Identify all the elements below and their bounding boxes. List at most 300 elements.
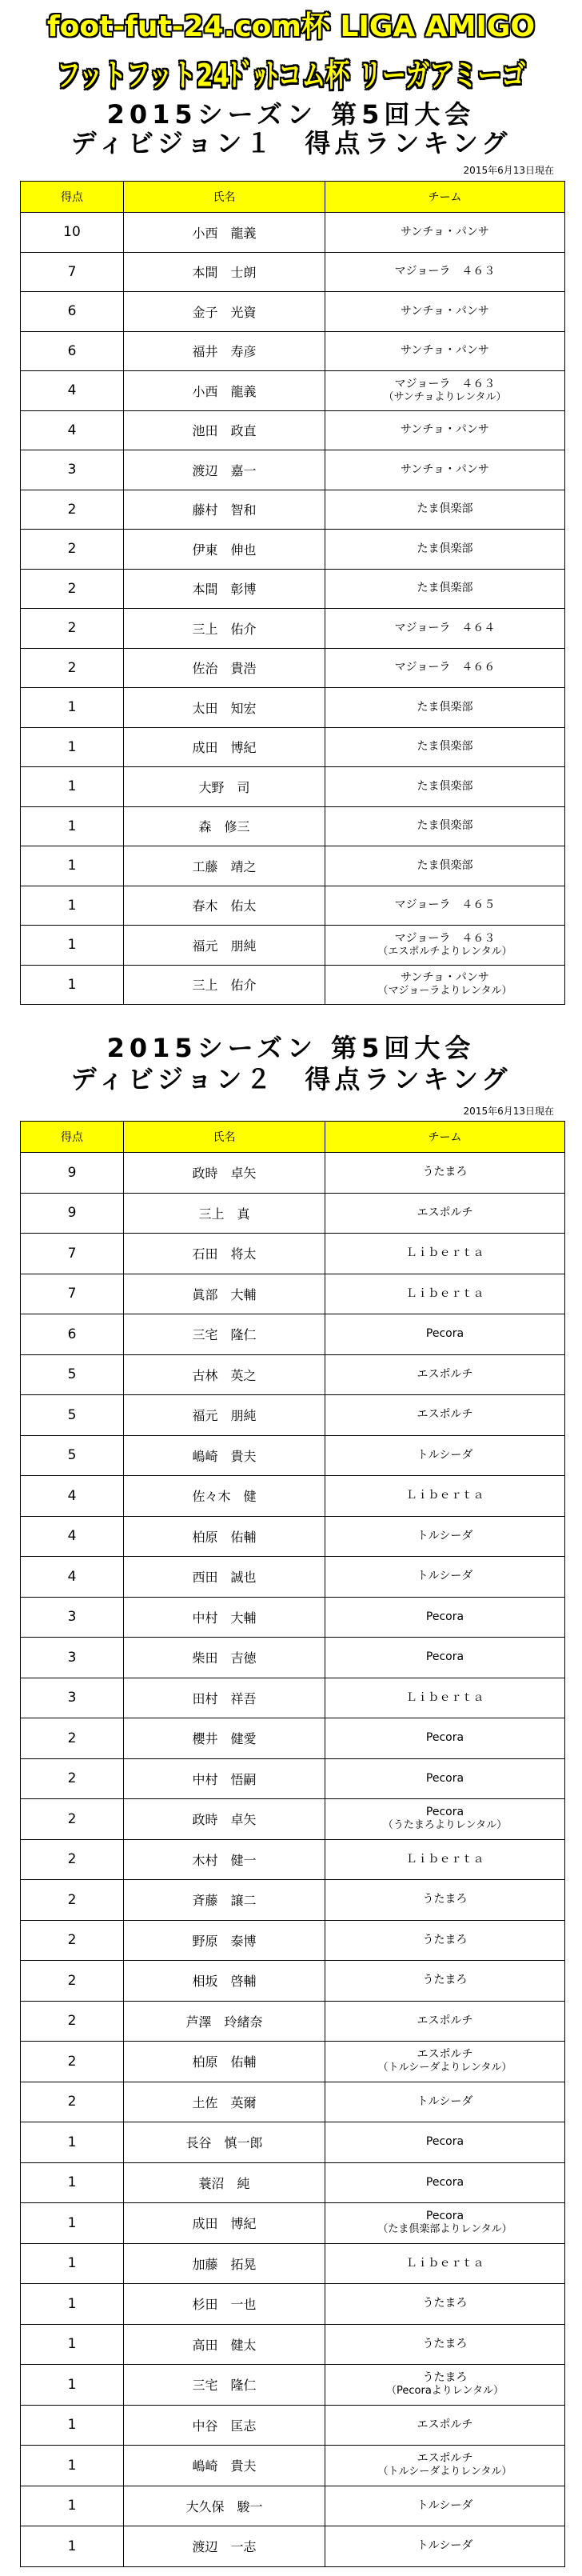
player-name: 櫻井 健愛 — [192, 1731, 257, 1747]
team-cell — [325, 1961, 564, 2001]
table-row — [21, 1839, 564, 1880]
player-name: 池田 政直 — [192, 423, 257, 439]
team-cell — [325, 213, 564, 252]
score-value: 1 — [67, 937, 77, 954]
score-value: 2 — [67, 2094, 77, 2110]
team-cell — [325, 2284, 564, 2324]
table-row — [21, 1475, 564, 1516]
team-name: Pecora — [425, 1771, 464, 1785]
team-name: うたまろ — [422, 1166, 468, 1179]
name-cell — [124, 807, 325, 846]
team-cell — [325, 688, 564, 727]
table-row — [21, 846, 564, 886]
division2-season-heading: 2015シーズン 第5回大会 — [106, 1033, 476, 1063]
table-row — [21, 1556, 564, 1597]
name-cell — [124, 2486, 325, 2526]
name-cell — [124, 213, 325, 252]
name-cell — [124, 886, 325, 926]
score-cell — [21, 1517, 124, 1557]
score-cell — [21, 332, 124, 371]
score-cell — [21, 1598, 124, 1638]
team-cell — [325, 2486, 564, 2526]
score-value: 2 — [67, 1810, 77, 1827]
score-cell — [21, 2042, 124, 2082]
score-value: 6 — [67, 1326, 77, 1342]
player-name: 森 修三 — [198, 819, 250, 835]
score-cell — [21, 1880, 124, 1920]
player-name: 芦澤 玲緒奈 — [185, 2014, 263, 2030]
score-cell — [21, 926, 124, 965]
team-name: たま倶楽部 — [417, 542, 473, 555]
division1-season-heading: 2015シーズン 第5回大会 — [106, 99, 476, 130]
team-cell — [325, 1880, 564, 1920]
score-value: 7 — [67, 263, 77, 280]
score-cell — [21, 1638, 124, 1678]
name-cell — [124, 2082, 325, 2122]
player-name: 福元 朋純 — [192, 1408, 257, 1424]
score-value: 1 — [67, 2174, 77, 2191]
player-name: 古林 英之 — [192, 1367, 257, 1383]
score-value: 1 — [67, 2336, 77, 2353]
player-name: 蓑沼 純 — [198, 2175, 250, 2191]
team-name: Ｌｉｂｅｒｔａ — [405, 1286, 484, 1300]
team-cell — [325, 332, 564, 371]
table-row — [21, 1758, 564, 1799]
table-row — [21, 1960, 564, 2001]
name-cell — [124, 2526, 325, 2566]
score-cell — [21, 1395, 124, 1435]
score-value: 1 — [67, 738, 77, 755]
score-value: 3 — [67, 1609, 77, 1626]
division2-ranking-heading: ディビジョン２ 得点ランキング — [70, 1064, 512, 1094]
team-cell — [325, 2406, 564, 2446]
score-value: 1 — [67, 2417, 77, 2434]
name-cell — [124, 2406, 325, 2446]
name-cell — [124, 846, 325, 886]
player-name: 工藤 靖之 — [192, 858, 257, 874]
table-row — [21, 2405, 564, 2446]
table-row — [21, 569, 564, 609]
team-cell — [325, 1517, 564, 1557]
player-name: 田村 祥吾 — [192, 1690, 257, 1706]
score-value: 1 — [67, 858, 77, 874]
team-cell — [325, 1759, 564, 1799]
cup-title-japanese-text: フットフット24ﾄﾞｯﾄコム杯 リーガアミーゴ — [56, 58, 526, 95]
name-cell — [124, 332, 325, 371]
player-name: 本間 彰博 — [192, 582, 257, 598]
score-value: 4 — [67, 1568, 77, 1585]
team-name: サンチョ・パンサ — [401, 304, 489, 318]
player-name: 藤村 智和 — [192, 502, 257, 518]
score-value: 2 — [67, 501, 77, 518]
name-cell — [124, 728, 325, 767]
player-name: 長谷 慎一郎 — [185, 2135, 263, 2151]
team-name: Pecora — [425, 1610, 464, 1623]
name-cell — [124, 1234, 325, 1274]
team-name: サンチョ・パンサ — [401, 971, 489, 985]
score-value: 2 — [67, 1730, 77, 1746]
table-row — [21, 450, 564, 490]
name-cell — [124, 2042, 325, 2082]
score-cell — [21, 1194, 124, 1234]
score-value: 2 — [67, 1972, 77, 1989]
team-name: たま倶楽部 — [417, 819, 473, 833]
team-cell — [325, 411, 564, 450]
team-name: うたまろ — [422, 2371, 468, 2385]
score-value: 4 — [67, 382, 77, 399]
score-value: 4 — [67, 422, 77, 438]
team-cell — [325, 609, 564, 648]
player-name: 大野 司 — [198, 779, 250, 795]
name-cell — [124, 2163, 325, 2203]
score-value: 2 — [67, 580, 77, 597]
team-name: トルシーダ — [417, 2094, 473, 2108]
table-row — [21, 252, 564, 292]
team-cell — [325, 450, 564, 490]
player-name: 大久保 駿一 — [185, 2498, 263, 2514]
team-name: たま倶楽部 — [417, 779, 473, 793]
score-value: 2 — [67, 1891, 77, 1908]
name-cell — [124, 1718, 325, 1758]
score-value: 1 — [67, 2457, 77, 2474]
table-row — [21, 2243, 564, 2284]
score-value: 4 — [67, 1487, 77, 1504]
score-value: 9 — [67, 1205, 77, 1222]
score-value: 3 — [67, 462, 77, 478]
name-cell — [124, 292, 325, 331]
player-name: 石田 将太 — [192, 1246, 257, 1262]
team-cell — [325, 2002, 564, 2042]
score-value: 5 — [67, 1447, 77, 1464]
table-row — [21, 1678, 564, 1718]
table-row — [21, 886, 564, 926]
table-row — [21, 370, 564, 410]
team-name: サンチョ・パンサ — [401, 423, 489, 437]
player-name: 伊東 伸也 — [192, 542, 257, 558]
team-cell — [325, 2365, 564, 2405]
team-cell — [325, 2325, 564, 2365]
player-name: 中村 悟嗣 — [192, 1771, 257, 1787]
team-name: うたまろ — [422, 1893, 468, 1906]
score-value: 4 — [67, 1528, 77, 1545]
score-cell — [21, 1678, 124, 1718]
team-cell — [325, 1153, 564, 1193]
team-cell — [325, 1799, 564, 1839]
team-name: マジョーラ ４６３ — [394, 265, 496, 278]
team-name: Pecora — [425, 2135, 464, 2149]
score-value: 2 — [67, 2053, 77, 2070]
team-name: エスポルチ — [417, 2014, 473, 2027]
table-row — [21, 1193, 564, 1234]
team-cell — [325, 1436, 564, 1476]
team-name: Pecora — [425, 2210, 464, 2223]
name-cell — [124, 1395, 325, 1435]
player-name: 柏原 佑輔 — [192, 2054, 257, 2070]
table-row — [21, 490, 564, 530]
team-cell — [325, 807, 564, 846]
table-row — [21, 2283, 564, 2324]
cup-title-japanese — [0, 56, 582, 98]
score-value: 1 — [67, 2255, 77, 2272]
team-cell — [325, 2203, 564, 2243]
table-row — [21, 212, 564, 252]
table-row — [21, 687, 564, 727]
score-value: 3 — [67, 1690, 77, 1706]
score-value: 5 — [67, 1366, 77, 1383]
rental-note: （マジョーラよりレンタル） — [377, 985, 512, 998]
player-name: 小西 龍義 — [192, 225, 257, 241]
team-cell — [325, 926, 564, 965]
name-cell — [124, 1153, 325, 1193]
team-name: トルシーダ — [417, 1448, 473, 1462]
name-cell — [124, 1476, 325, 1516]
score-cell — [21, 2365, 124, 2405]
score-value: 1 — [67, 976, 77, 993]
score-cell — [21, 886, 124, 926]
header-team: チーム — [428, 191, 462, 204]
team-cell — [325, 1476, 564, 1516]
team-name: エスポルチ — [417, 2418, 473, 2431]
name-cell — [124, 253, 325, 292]
score-value: 1 — [67, 2538, 77, 2554]
score-cell — [21, 2002, 124, 2042]
team-cell — [325, 1234, 564, 1274]
player-name: 嶋崎 貴夫 — [192, 1448, 257, 1464]
team-name: Ｌｉｂｅｒｔａ — [405, 2256, 484, 2270]
score-value: 6 — [67, 342, 77, 359]
name-cell — [124, 1314, 325, 1354]
score-cell — [21, 1840, 124, 1880]
name-cell — [124, 966, 325, 1005]
team-cell — [325, 1314, 564, 1354]
player-name: 福元 朋純 — [192, 938, 257, 954]
player-name: 三宅 隆仁 — [192, 2378, 257, 2394]
team-cell — [325, 1718, 564, 1758]
score-cell — [21, 1153, 124, 1193]
team-cell — [325, 2526, 564, 2566]
team-name: マジョーラ ４６３ — [394, 377, 496, 390]
player-name: 杉田 一也 — [192, 2297, 257, 2313]
table-row — [21, 2202, 564, 2243]
table-row — [21, 648, 564, 688]
team-cell — [325, 2244, 564, 2284]
table-row — [21, 1274, 564, 1314]
player-name: 成田 博紀 — [192, 2216, 257, 2232]
score-cell — [21, 1476, 124, 1516]
team-cell — [325, 886, 564, 926]
table-row — [21, 1233, 564, 1274]
score-cell — [21, 1557, 124, 1597]
score-cell — [21, 649, 124, 688]
score-cell — [21, 2163, 124, 2203]
header-name: 氏名 — [124, 182, 325, 212]
rental-note: （トルシーダよりレンタル） — [377, 2062, 512, 2074]
score-cell — [21, 1314, 124, 1354]
table-row — [21, 1516, 564, 1557]
name-cell — [124, 1557, 325, 1597]
score-cell — [21, 1274, 124, 1314]
team-name: うたまろ — [422, 1974, 468, 1987]
score-value: 10 — [63, 224, 81, 241]
table-row — [21, 1435, 564, 1476]
table-row — [21, 331, 564, 371]
player-name: 三上 佑介 — [192, 978, 257, 994]
team-cell — [325, 1274, 564, 1314]
table-row — [21, 1879, 564, 1920]
header-score: 得点 — [21, 182, 124, 212]
team-cell — [325, 2042, 564, 2082]
player-name: 佐治 貴浩 — [192, 661, 257, 677]
score-value: 1 — [67, 2295, 77, 2312]
score-cell — [21, 609, 124, 648]
team-name: たま倶楽部 — [417, 582, 473, 595]
score-value: 1 — [67, 2134, 77, 2150]
team-name: Pecora — [425, 1806, 464, 1819]
team-name: エスポルチ — [417, 1206, 473, 1219]
score-cell — [21, 728, 124, 767]
table-row — [21, 1314, 564, 1354]
player-name: 西田 誠也 — [192, 1570, 257, 1586]
name-cell — [124, 1921, 325, 1961]
player-name: 三上 真 — [198, 1206, 250, 1222]
score-cell — [21, 1759, 124, 1799]
team-name: Ｌｉｂｅｒｔａ — [405, 1690, 484, 1704]
player-name: 土佐 英爾 — [192, 2094, 257, 2110]
score-value: 2 — [67, 659, 77, 676]
team-name: Ｌｉｂｅｒｔａ — [405, 1852, 484, 1866]
score-cell — [21, 2526, 124, 2566]
score-cell — [21, 1436, 124, 1476]
score-cell — [21, 2122, 124, 2162]
name-cell — [124, 1355, 325, 1395]
score-cell — [21, 292, 124, 331]
score-value: 2 — [67, 620, 77, 637]
name-cell — [124, 1436, 325, 1476]
team-name: Pecora — [425, 1327, 464, 1341]
score-cell — [21, 2082, 124, 2122]
table-row — [21, 925, 564, 965]
name-cell — [124, 2122, 325, 2162]
score-value: 1 — [67, 2214, 77, 2231]
team-cell — [325, 2082, 564, 2122]
team-name: サンチョ・パンサ — [401, 225, 489, 238]
name-cell — [124, 1880, 325, 1920]
score-cell — [21, 688, 124, 727]
score-cell — [21, 1355, 124, 1395]
table-row — [21, 2001, 564, 2042]
table-row — [21, 529, 564, 569]
score-cell — [21, 490, 124, 530]
table-row — [21, 2324, 564, 2365]
score-value: 1 — [67, 778, 77, 795]
name-cell — [124, 2365, 325, 2405]
name-cell — [124, 1598, 325, 1638]
name-cell — [124, 2446, 325, 2486]
score-cell — [21, 966, 124, 1005]
player-name: 嶋崎 貴夫 — [192, 2458, 257, 2474]
name-cell — [124, 1517, 325, 1557]
score-cell — [21, 2446, 124, 2486]
table-row — [21, 1637, 564, 1678]
player-name: 加藤 拓晃 — [192, 2256, 257, 2272]
score-value: 2 — [67, 1770, 77, 1787]
table-row — [21, 1152, 564, 1193]
rental-note: （たま倶楽部よりレンタル） — [377, 2223, 512, 2236]
score-cell — [21, 1799, 124, 1839]
score-cell — [21, 2284, 124, 2324]
team-cell — [325, 1598, 564, 1638]
player-name: 渡辺 嘉一 — [192, 462, 257, 478]
score-cell — [21, 767, 124, 806]
team-name: うたまろ — [422, 2337, 468, 2350]
team-name: エスポルチ — [417, 2452, 473, 2466]
player-name: 柴田 吉徳 — [192, 1650, 257, 1666]
player-name: 小西 龍義 — [192, 383, 257, 399]
player-name: 三上 佑介 — [192, 621, 257, 637]
team-cell — [325, 966, 564, 1005]
team-cell — [325, 371, 564, 410]
player-name: 中谷 匡志 — [192, 2418, 257, 2434]
name-cell — [124, 1961, 325, 2001]
score-cell — [21, 807, 124, 846]
score-cell — [21, 411, 124, 450]
score-cell — [21, 1234, 124, 1274]
team-cell — [325, 1194, 564, 1234]
player-name: 相坂 啓輔 — [192, 1974, 257, 1990]
name-cell — [124, 926, 325, 965]
table-row — [21, 291, 564, 331]
player-name: 高田 健太 — [192, 2337, 257, 2353]
name-cell — [124, 1840, 325, 1880]
score-value: 2 — [67, 2013, 77, 2030]
player-name: 三宅 隆仁 — [192, 1327, 257, 1343]
score-value: 1 — [67, 2498, 77, 2514]
team-cell — [325, 570, 564, 609]
table-row — [21, 2082, 564, 2122]
player-name: 政時 卓矢 — [192, 1812, 257, 1828]
header-team: チーム — [428, 1131, 462, 1144]
player-name: 木村 健一 — [192, 1852, 257, 1868]
name-cell — [124, 1678, 325, 1718]
team-name: マジョーラ ４６３ — [394, 931, 496, 945]
table-row — [21, 2486, 564, 2526]
score-value: 1 — [67, 699, 77, 716]
table-row — [21, 1920, 564, 1961]
rental-note: （サンチョよりレンタル） — [383, 390, 507, 403]
player-name: 野原 泰博 — [192, 1933, 257, 1949]
table-row — [21, 727, 564, 767]
score-value: 2 — [67, 1932, 77, 1949]
header-score: 得点 — [21, 1122, 124, 1152]
score-cell — [21, 371, 124, 410]
name-cell — [124, 2203, 325, 2243]
player-name: 眞部 大輔 — [192, 1286, 257, 1302]
score-value: 7 — [67, 1286, 77, 1302]
score-value: 7 — [67, 1245, 77, 1262]
score-value: 2 — [67, 1851, 77, 1868]
team-name: Pecora — [425, 1650, 464, 1664]
score-value: 6 — [67, 303, 77, 320]
rental-note: （Pecoraよりレンタル） — [386, 2385, 504, 2398]
division1-ranking-heading: ディビジョン１ 得点ランキング — [70, 128, 512, 158]
team-cell — [325, 1355, 564, 1395]
name-cell — [124, 1799, 325, 1839]
team-cell — [325, 1921, 564, 1961]
player-name: 春木 佑太 — [192, 898, 257, 914]
score-cell — [21, 2325, 124, 2365]
rental-note: （トルシーダよりレンタル） — [377, 2466, 512, 2478]
team-cell — [325, 1557, 564, 1597]
